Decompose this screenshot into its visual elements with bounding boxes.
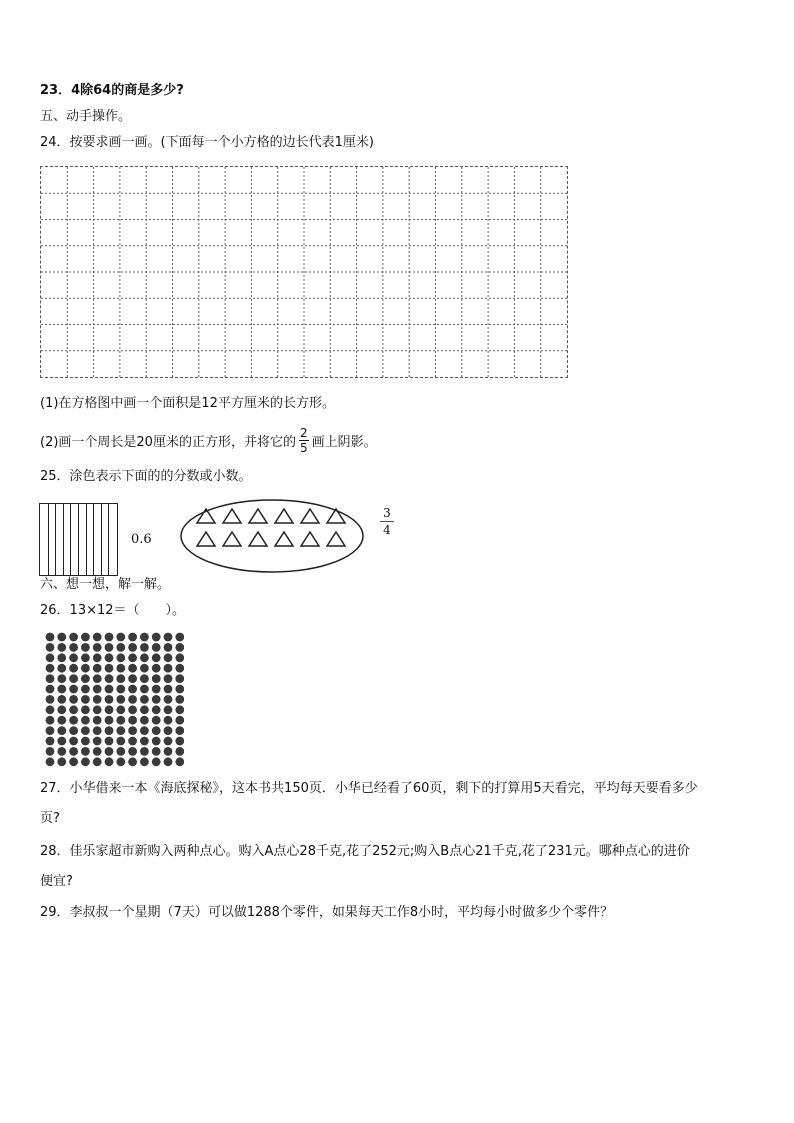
dot (116, 757, 125, 766)
dot (175, 674, 184, 683)
question-23: 23．4除64的商是多少? (40, 83, 184, 98)
dot (81, 674, 90, 683)
q24-2-text-pre: (2)画一个周长是20厘米的正方形，并将它的 (40, 435, 296, 450)
strip-divider (101, 504, 102, 575)
dot (105, 747, 114, 756)
dot (152, 726, 161, 735)
dot (93, 653, 102, 662)
dot (46, 674, 55, 683)
question-25: 25．涂色表示下面的的分数或小数。 (40, 469, 252, 484)
dot (81, 633, 90, 642)
dot (105, 643, 114, 652)
dot (116, 716, 125, 725)
fraction-denominator: 5 (299, 441, 308, 455)
dot (69, 705, 78, 714)
fraction-three-quarters (380, 505, 394, 538)
triangle (223, 532, 241, 546)
dot (46, 685, 55, 694)
triangle (275, 509, 293, 523)
dot (69, 737, 78, 746)
dot (116, 726, 125, 735)
dot (152, 716, 161, 725)
triangle (249, 532, 267, 546)
dot (81, 653, 90, 662)
dot-array (44, 632, 184, 768)
dot (128, 685, 137, 694)
strip-divider (78, 504, 79, 575)
dot (140, 643, 149, 652)
dot (116, 664, 125, 673)
dot (105, 716, 114, 725)
triangle (223, 509, 241, 523)
dot (81, 737, 90, 746)
decimal-label: 0.6 (131, 532, 152, 547)
fraction-numerator: 2 (299, 426, 308, 440)
dot (81, 757, 90, 766)
dot (128, 716, 137, 725)
dot (46, 643, 55, 652)
dot (128, 664, 137, 673)
dot (116, 737, 125, 746)
dot (105, 705, 114, 714)
dot (46, 653, 55, 662)
dot (69, 674, 78, 683)
dot (164, 685, 173, 694)
dot (164, 695, 173, 704)
strip-divider (63, 504, 64, 575)
dot (69, 716, 78, 725)
strip-divider (55, 504, 56, 575)
question-27-line-1: 27．小华借来一本《海底探秘》，这本书共150页．小华已经看了60页，剩下的打算用5天看完，平均每天要看多少 (40, 781, 698, 796)
dot (164, 664, 173, 673)
dot (116, 685, 125, 694)
dot (46, 726, 55, 735)
dot (152, 685, 161, 694)
dot (164, 674, 173, 683)
dot (128, 653, 137, 662)
dot (105, 695, 114, 704)
dot (140, 737, 149, 746)
striped-rectangle (39, 503, 118, 576)
dot (175, 643, 184, 652)
dot (57, 643, 66, 652)
dot (152, 674, 161, 683)
dot (93, 685, 102, 694)
dot (69, 664, 78, 673)
triangle (301, 532, 319, 546)
dot (152, 633, 161, 642)
dot (81, 643, 90, 652)
dot (175, 716, 184, 725)
dot (81, 695, 90, 704)
question-29: 29．李叔叔一个星期（7天）可以做1288个零件，如果每天工作8小时，平均每小时做多少个零件？ (40, 905, 614, 920)
dot (81, 705, 90, 714)
dot (116, 705, 125, 714)
dot (140, 664, 149, 673)
dot (128, 737, 137, 746)
dot (69, 643, 78, 652)
dot (93, 757, 102, 766)
dot (152, 664, 161, 673)
dot (57, 664, 66, 673)
dot (116, 674, 125, 683)
dot (93, 633, 102, 642)
dot (128, 633, 137, 642)
grid-lines (41, 167, 567, 377)
dot (164, 716, 173, 725)
dot (69, 695, 78, 704)
dot (140, 674, 149, 683)
dot (93, 643, 102, 652)
dot (105, 664, 114, 673)
square-grid (40, 166, 568, 378)
dot (175, 653, 184, 662)
dot (93, 726, 102, 735)
dot (93, 695, 102, 704)
q24-2-text-post: 画上阴影。 (311, 435, 377, 450)
dot (164, 653, 173, 662)
dot (175, 664, 184, 673)
dot (116, 643, 125, 652)
triangle-oval (180, 499, 364, 573)
dot (152, 653, 161, 662)
dot (164, 633, 173, 642)
dot (164, 643, 173, 652)
fraction-numerator: 3 (380, 505, 394, 522)
dot (140, 685, 149, 694)
dot (93, 716, 102, 725)
dot (81, 685, 90, 694)
dot (164, 705, 173, 714)
dot (81, 747, 90, 756)
dot (69, 685, 78, 694)
dot (46, 716, 55, 725)
dot (140, 695, 149, 704)
dot (116, 633, 125, 642)
dot (175, 633, 184, 642)
dot (175, 726, 184, 735)
fraction-two-fifths (299, 426, 309, 455)
dot (140, 757, 149, 766)
dot (93, 674, 102, 683)
dot (140, 716, 149, 725)
dot (105, 633, 114, 642)
triangle (275, 532, 293, 546)
dot (175, 695, 184, 704)
dot (175, 705, 184, 714)
dot (93, 737, 102, 746)
dot (57, 695, 66, 704)
question-27-line-2: 页? (40, 811, 60, 826)
dot (81, 664, 90, 673)
dot (105, 737, 114, 746)
triangle (301, 509, 319, 523)
dot (57, 653, 66, 662)
dot (57, 716, 66, 725)
dot (128, 695, 137, 704)
dot (152, 757, 161, 766)
dot (128, 705, 137, 714)
dot (128, 674, 137, 683)
dot (164, 726, 173, 735)
dot (105, 653, 114, 662)
dot (46, 747, 55, 756)
dot (128, 757, 137, 766)
fraction-denominator: 4 (383, 523, 391, 537)
dot (140, 726, 149, 735)
section-5-heading: 五、动手操作。 (40, 109, 132, 124)
dot (128, 726, 137, 735)
dot (164, 757, 173, 766)
triangle (197, 532, 215, 546)
dot (105, 674, 114, 683)
question-24: 24．按要求画一画。(下面每一个小方格的边长代表1厘米) (40, 135, 374, 150)
question-26: 26．13×12＝（ ）。 (40, 603, 186, 618)
question-24-part-1: (1)在方格图中画一个面积是12平方厘米的长方形。 (40, 396, 335, 411)
dot (140, 747, 149, 756)
dot (116, 747, 125, 756)
dot (81, 716, 90, 725)
dot (57, 674, 66, 683)
dot (57, 633, 66, 642)
dot (152, 705, 161, 714)
strip-divider (70, 504, 71, 575)
triangle (327, 532, 345, 546)
dot (164, 737, 173, 746)
dot (116, 653, 125, 662)
dot (105, 757, 114, 766)
dot (105, 726, 114, 735)
dot (57, 747, 66, 756)
strip-divider (93, 504, 94, 575)
dot (128, 643, 137, 652)
dot (175, 737, 184, 746)
dot (46, 633, 55, 642)
dot (57, 726, 66, 735)
dot (69, 633, 78, 642)
strip-divider (108, 504, 109, 575)
question-28-line-1: 28．佳乐家超市新购入两种点心。购入A点心28千克,花了252元;购入B点心21千克,花了231元。哪种点心的进价 (40, 844, 690, 859)
dot (57, 737, 66, 746)
dot (93, 664, 102, 673)
dot (140, 705, 149, 714)
dot (46, 695, 55, 704)
dot (164, 747, 173, 756)
strip-divider (48, 504, 49, 575)
dot (69, 726, 78, 735)
dot (152, 747, 161, 756)
dot (152, 695, 161, 704)
dot (175, 685, 184, 694)
question-24-part-2 (40, 428, 377, 457)
dot (69, 653, 78, 662)
dot (81, 726, 90, 735)
dot (175, 747, 184, 756)
section-6-heading: 六、想一想，解一解。 (40, 577, 171, 592)
dot (175, 757, 184, 766)
dot (105, 685, 114, 694)
dot (152, 643, 161, 652)
dot (128, 747, 137, 756)
triangle (249, 509, 267, 523)
dot (57, 757, 66, 766)
dot (116, 695, 125, 704)
dot (57, 685, 66, 694)
dot (69, 757, 78, 766)
dot (46, 664, 55, 673)
dot (46, 705, 55, 714)
dot (152, 737, 161, 746)
dot (93, 747, 102, 756)
dot (69, 747, 78, 756)
dot (46, 737, 55, 746)
dot (140, 653, 149, 662)
dot (93, 705, 102, 714)
question-28-line-2: 便宜? (40, 874, 73, 889)
dot (46, 757, 55, 766)
strip-divider (86, 504, 87, 575)
dot (57, 705, 66, 714)
dot (140, 633, 149, 642)
